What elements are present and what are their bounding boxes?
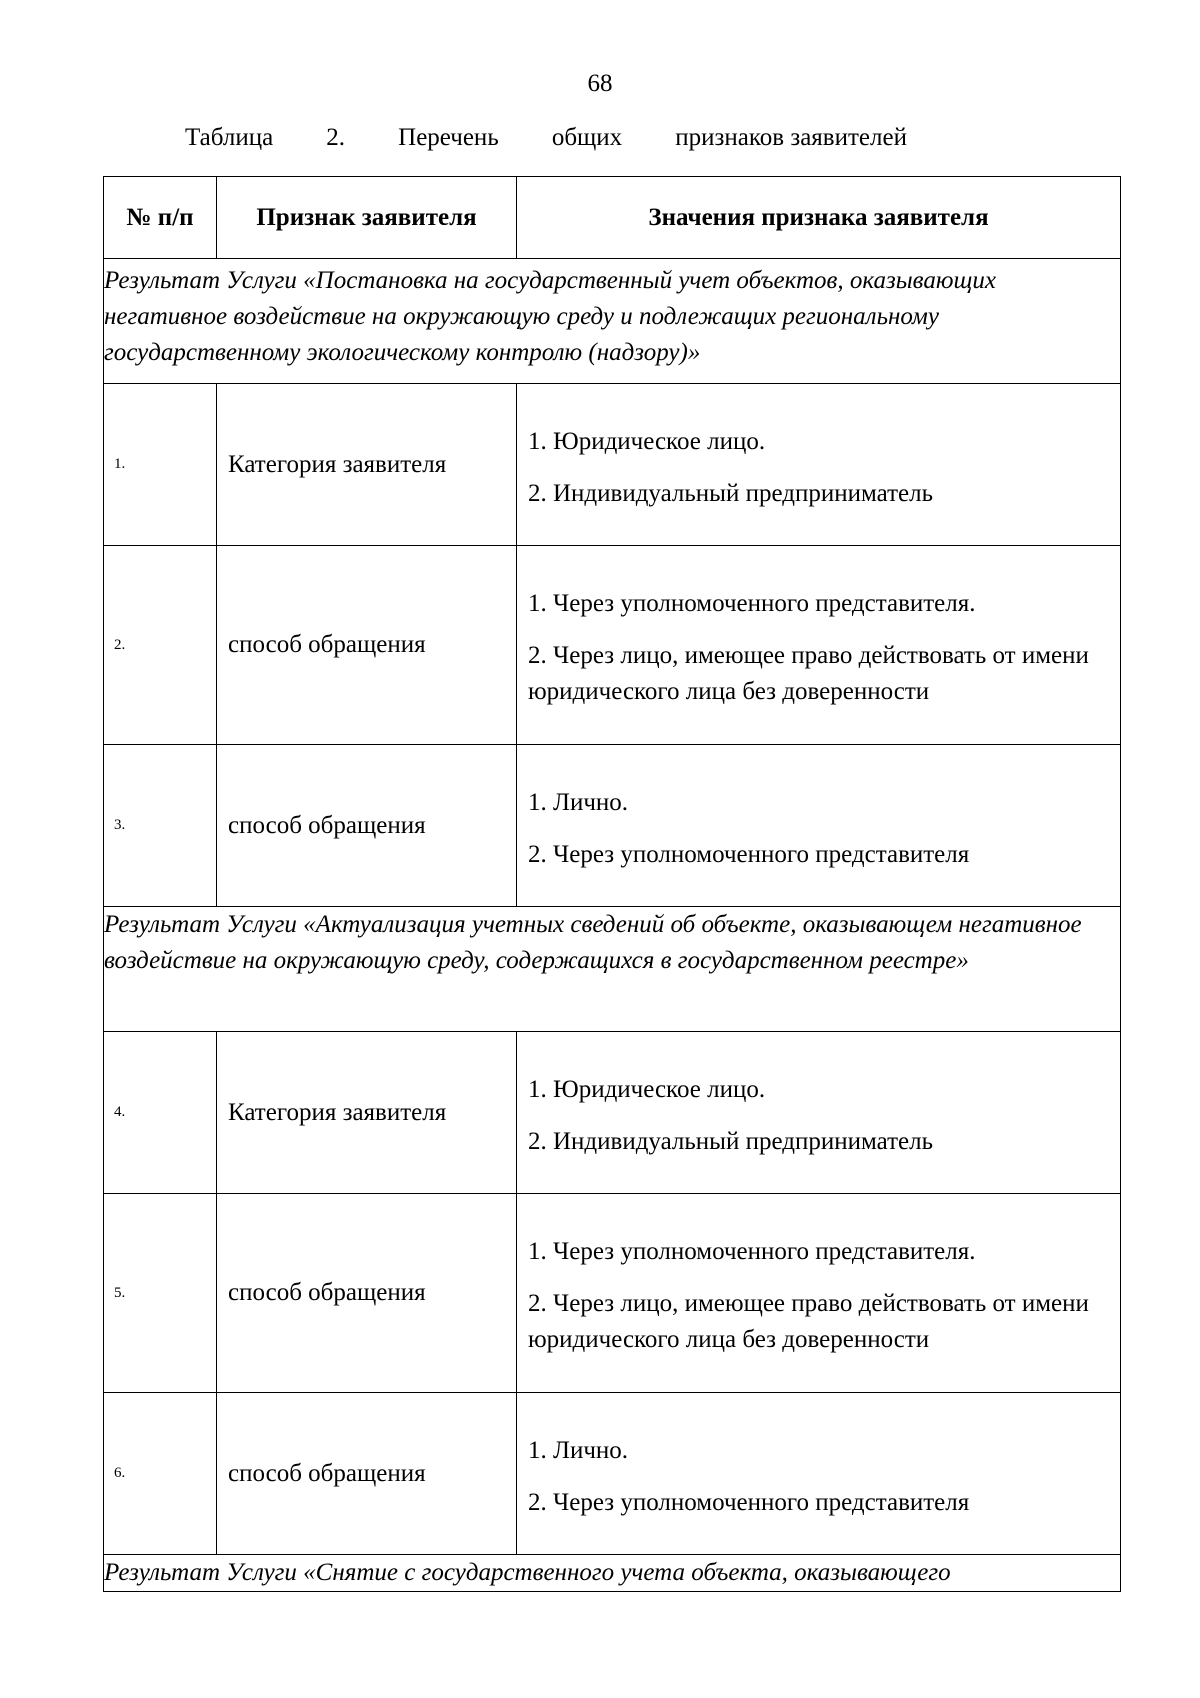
row-value: 1. Через уполномоченного представителя.	[528, 590, 976, 617]
row-values	[517, 1393, 1121, 1555]
caption-word: Таблица	[185, 124, 274, 151]
table-caption	[185, 124, 907, 152]
row-attribute: способ обращения	[217, 745, 517, 907]
row-number: 3.	[104, 745, 217, 907]
row-values	[517, 1194, 1121, 1393]
table-row	[104, 546, 1121, 745]
row-values	[517, 384, 1121, 546]
row-value: 2. Индивидуальный предприниматель	[528, 479, 933, 507]
row-value: 1. Через уполномоченного представителя.	[528, 1238, 976, 1265]
table-row	[104, 1393, 1121, 1555]
row-attribute: способ обращения	[217, 546, 517, 745]
caption-word: Перечень	[398, 124, 499, 151]
section-row	[104, 907, 1121, 1032]
section-row	[104, 1555, 1121, 1592]
row-attribute: способ обращения	[217, 1194, 517, 1393]
caption-word: 2.	[326, 124, 346, 151]
applicant-attributes-table	[103, 176, 1121, 1592]
row-values	[517, 1032, 1121, 1194]
row-value: 2. Индивидуальный предприниматель	[528, 1127, 933, 1155]
header-values: Значения признака заявителя	[517, 177, 1121, 259]
row-value: 2. Через уполномоченного представителя	[528, 1488, 970, 1516]
section-title: Результат Услуги «Актуализация учетных сведений об объекте, оказывающем негативное воздействие на окружающую среду, содержащихся в государственном реестре»	[104, 907, 1121, 1032]
row-number: 2.	[104, 546, 217, 745]
row-values	[517, 745, 1121, 907]
section-row	[104, 259, 1121, 384]
table-row	[104, 745, 1121, 907]
row-value: 2. Через уполномоченного представителя	[528, 840, 970, 868]
row-attribute: Категория заявителя	[217, 384, 517, 546]
table-row	[104, 384, 1121, 546]
table-row	[104, 1194, 1121, 1393]
row-attribute: Категория заявителя	[217, 1032, 517, 1194]
header-attribute: Признак заявителя	[217, 177, 517, 259]
table-row	[104, 1032, 1121, 1194]
row-value: 2. Через лицо, имеющее право действовать от имени юридического лица без доверенности	[528, 642, 1089, 705]
row-number: 1.	[104, 384, 217, 546]
row-attribute: способ обращения	[217, 1393, 517, 1555]
page-number: 68	[587, 70, 613, 97]
row-number: 5.	[104, 1194, 217, 1393]
row-value: 1. Лично.	[528, 788, 629, 816]
row-value: 1. Лично.	[528, 1436, 629, 1464]
row-value: 2. Через лицо, имеющее право действовать от имени юридического лица без доверенности	[528, 1290, 1089, 1353]
caption-word: признаков заявителей	[675, 124, 907, 151]
section-title: Результат Услуги «Снятие с государственного учета объекта, оказывающего	[104, 1555, 1121, 1592]
row-number: 6.	[104, 1393, 217, 1555]
table-header-row	[104, 177, 1121, 259]
row-value: 1. Юридическое лицо.	[528, 427, 766, 455]
row-number: 4.	[104, 1032, 217, 1194]
section-title: Результат Услуги «Постановка на государственный учет объектов, оказывающих негативное воздействие на окружающую среду и подлежащих региональному государственному экологическому контролю (надзору)»	[104, 259, 1121, 384]
caption-word: общих	[551, 124, 623, 151]
header-number: № п/п	[104, 177, 217, 259]
row-value: 1. Юридическое лицо.	[528, 1075, 766, 1103]
row-values	[517, 546, 1121, 745]
